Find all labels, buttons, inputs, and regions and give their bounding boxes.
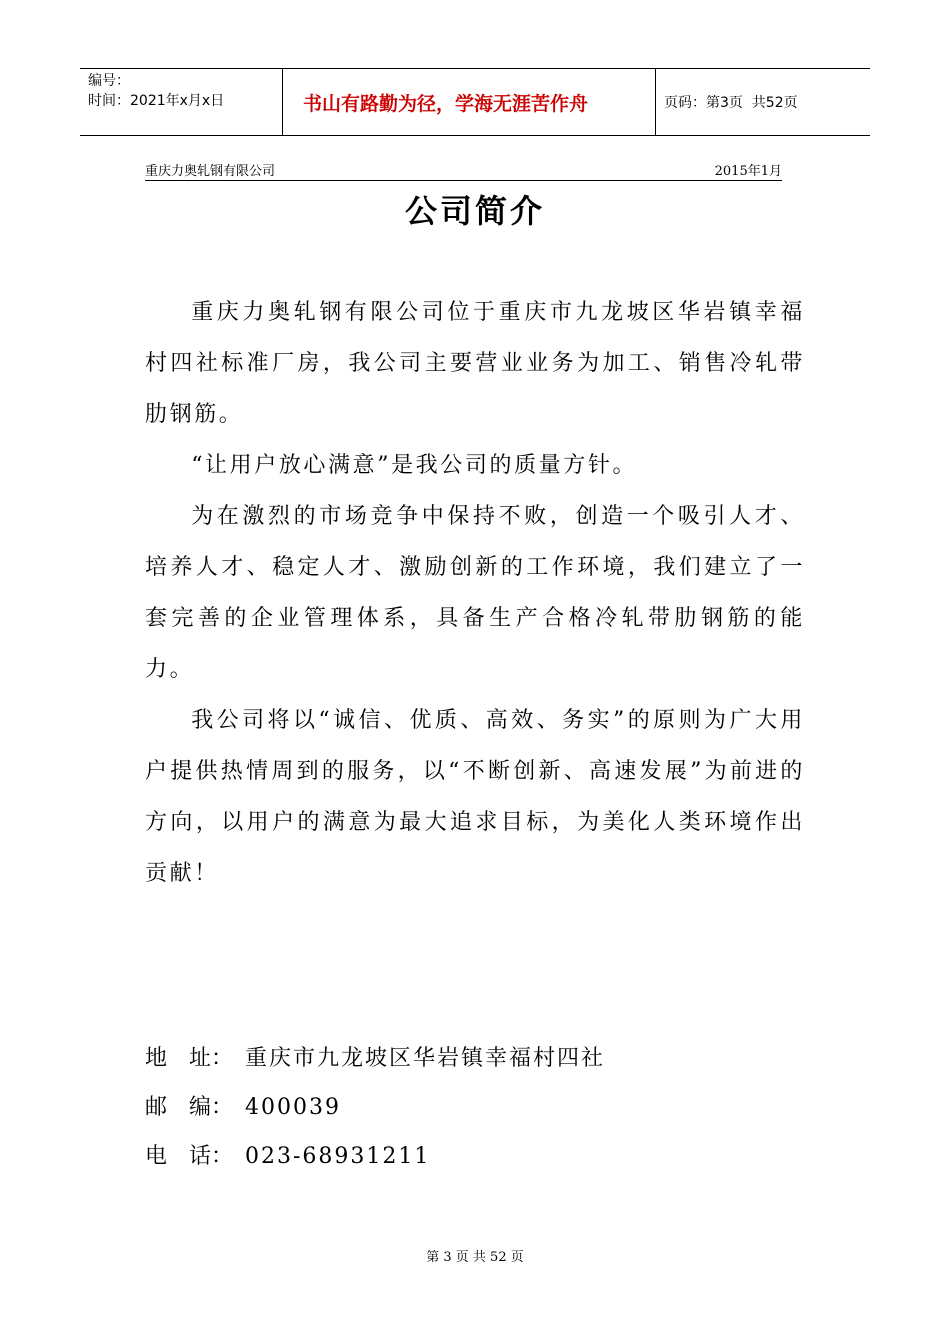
header-motto-cell xyxy=(282,69,656,135)
phone-label: 电 话： xyxy=(145,1144,234,1169)
postcode-label: 邮 编： xyxy=(145,1095,234,1120)
time-label: 时间：2021年x月x日 xyxy=(88,93,225,109)
running-head xyxy=(145,162,782,181)
phone-value: 023-68931211 xyxy=(245,1144,431,1169)
page-footer: 第 3 页 共 52 页 xyxy=(426,1250,524,1265)
phone-row xyxy=(145,1132,805,1181)
header-meta-cell xyxy=(80,69,282,135)
document-header-table xyxy=(80,68,870,136)
running-head-company: 重庆力奥轧钢有限公司 xyxy=(145,164,276,179)
paragraph-management: 为在激烈的市场竞争中保持不败，创造一个吸引人才、培养人才、稳定人才、激励创新的工作环境，我们建立了一套完善的企业管理体系，具备生产合格冷轧带肋钢筋的能力。 xyxy=(145,504,805,682)
paragraph-quality-policy: “让用户放心满意”是我公司的质量方针。 xyxy=(191,453,638,478)
contact-block xyxy=(145,1034,805,1181)
header-page-cell xyxy=(656,69,798,135)
address-row xyxy=(145,1034,805,1083)
paragraph-principles: 我公司将以“诚信、优质、高效、务实”的原则为广大用户提供热情周到的服务，以“不断创新、高速发展”为前进的方向，以用户的满意为最大追求目标，为美化人类环境作出贡献！ xyxy=(145,708,805,886)
number-label: 编号： xyxy=(88,73,130,89)
intro-body xyxy=(145,287,805,899)
page-info: 页码：第3页 共52页 xyxy=(664,95,798,111)
postcode-value: 400039 xyxy=(245,1095,341,1120)
address-label: 地 址： xyxy=(145,1046,234,1071)
address-value: 重庆市九龙坡区华岩镇幸福村四社 xyxy=(245,1046,606,1071)
running-head-date: 2015年1月 xyxy=(714,164,782,179)
paragraph-location: 重庆力奥轧钢有限公司位于重庆市九龙坡区华岩镇幸福村四社标准厂房，我公司主要营业业务为加工、销售冷轧带肋钢筋。 xyxy=(145,300,805,427)
page-title: 公司简介 xyxy=(404,192,545,230)
postcode-row xyxy=(145,1083,805,1132)
motto-text: 书山有路勤为径，学海无涯苦作舟 xyxy=(303,92,589,115)
